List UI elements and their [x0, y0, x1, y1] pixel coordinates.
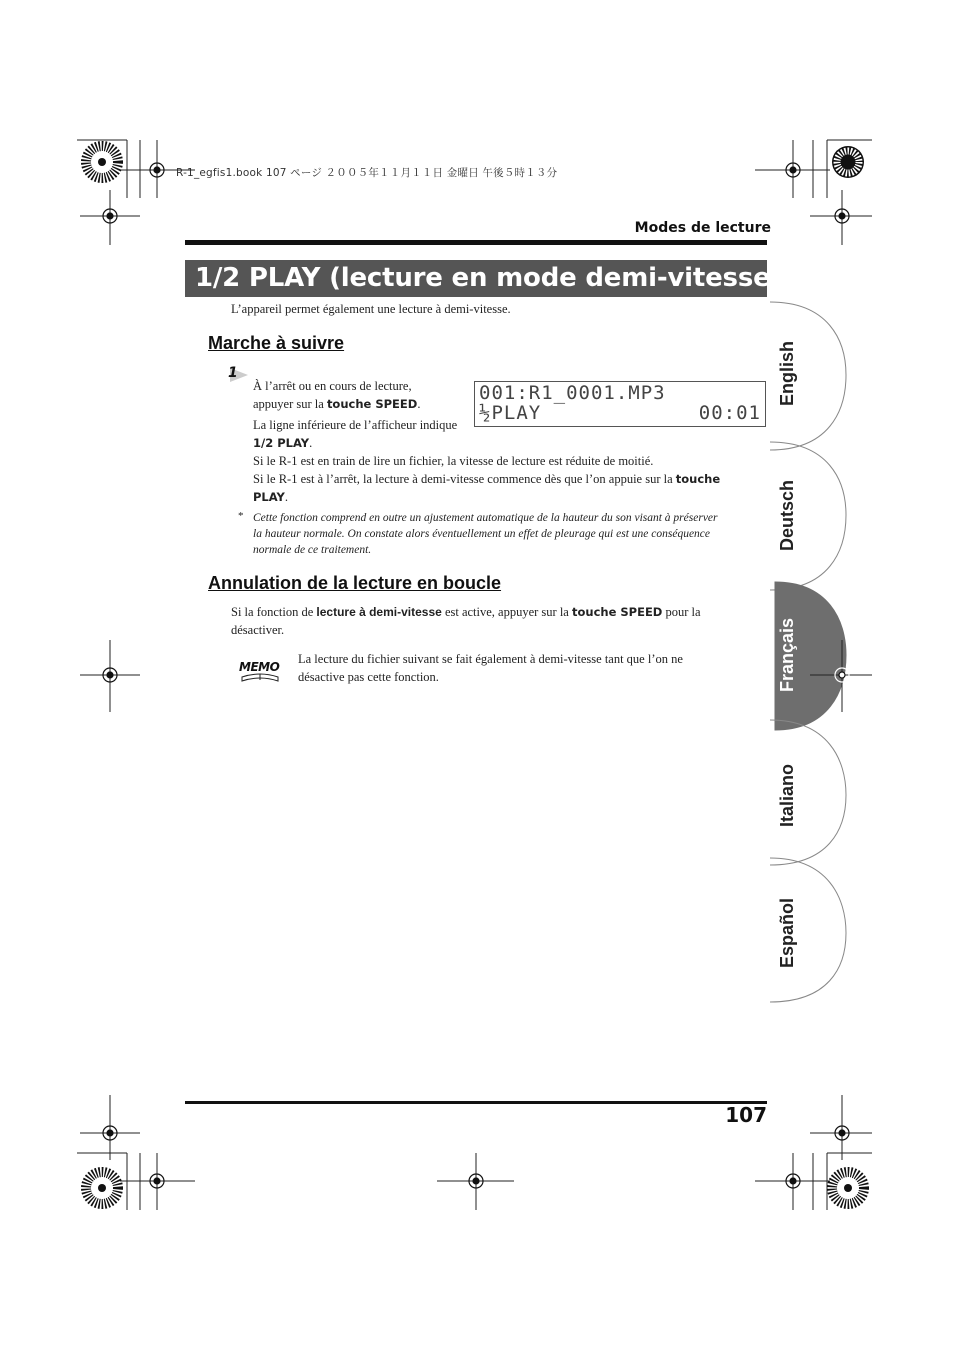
note-text: Cette fonction comprend en outre un ajustement automatique de la hauteur du son visant à préserver la hauteur normale. On constate alors éventuellement un effet de pleurage qui est une conséquence normale de ce traitement.	[253, 512, 718, 556]
tab-label-italiano: Italiano	[777, 763, 797, 827]
tab-label-deutsch: Deutsch	[777, 479, 797, 551]
page-number: 107	[725, 1103, 767, 1127]
memo-text: La lecture du fichier suivant se fait également à demi-vitesse tant que l’on ne désactive pas cette fonction.	[298, 652, 683, 684]
punct: .	[284, 490, 289, 504]
cancel-part-1: Si la fonction de	[231, 605, 317, 619]
key-play: touche PLAY	[253, 472, 721, 504]
page-title: 1/2 PLAY (lecture en mode demi-vitesse)	[195, 263, 783, 293]
note-mark: *	[238, 510, 244, 522]
running-head: Modes de lecture	[634, 220, 771, 236]
step-text-d1: Si le R-1 est à l’arrêt, la lecture à demi-vitesse commence dès que l’on appuie sur la	[253, 472, 676, 486]
lcd-line-2-mode: ½PLAY	[479, 402, 542, 424]
lcd-line-2-time: 00:01	[698, 402, 761, 424]
step-text-b: La ligne inférieure de l’afficheur indique	[253, 418, 458, 432]
memo-label: MEMO	[239, 660, 280, 674]
key-half-play: 1/2 PLAY	[253, 436, 310, 450]
punct: .	[417, 397, 421, 411]
step-text-c: Si le R-1 est en train de lire un fichier, la vitesse de lecture est réduite de moitié.	[253, 454, 654, 468]
steps-heading: Marche à suivre	[208, 333, 345, 353]
tab-label-espanol: Español	[777, 898, 797, 969]
cancel-part-3: pour la désactiver.	[231, 605, 701, 637]
tab-label-francais: Français	[777, 617, 797, 693]
registration-crosshair-icon	[103, 163, 849, 1188]
cancel-heading: Annulation de la lecture en boucle	[208, 573, 502, 593]
registration-starburst-icon	[86, 146, 864, 1204]
punct: .	[309, 436, 313, 450]
tab-label-english: English	[777, 340, 797, 406]
key-speed-2: touche SPEED	[571, 605, 663, 619]
lcd-line-1: 001:R1_0001.MP3	[479, 382, 666, 404]
step-number: 1	[228, 365, 238, 381]
intro-text: L’appareil permet également une lecture à demi-vitesse.	[231, 302, 511, 316]
cancel-part-2: est active, appuyer sur la	[441, 605, 572, 619]
print-header: R-1_egfis1.book 107 ページ ２００５年１１月１１日 金曜日 午後５時１３分	[176, 167, 558, 179]
key-speed: touche SPEED	[326, 397, 418, 411]
step-text-a: À l’arrêt ou en cours de lecture, appuyer sur la	[253, 379, 412, 411]
key-half-speed: lecture à demi-vitesse	[316, 605, 442, 619]
